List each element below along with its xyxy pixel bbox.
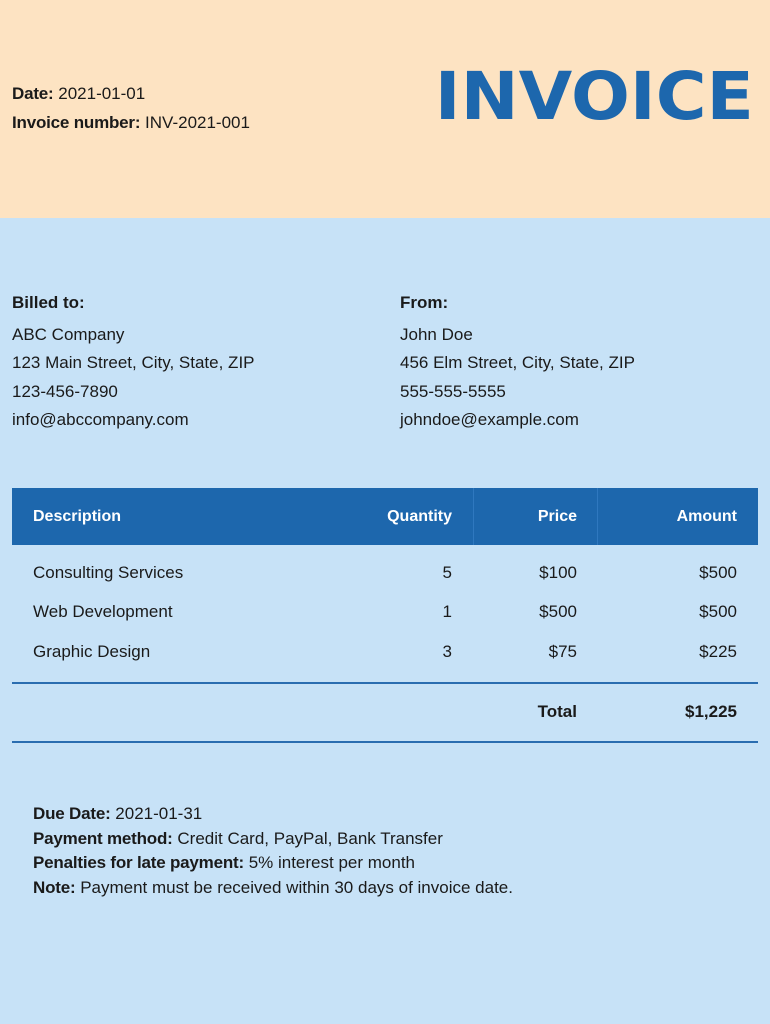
column-divider <box>473 488 474 545</box>
table-row <box>12 563 758 603</box>
item-price: $500 <box>539 602 577 621</box>
column-header-amount: Amount <box>676 508 737 525</box>
late-penalty-value: 5% interest per month <box>248 853 415 872</box>
payment-method-label: Payment method: <box>33 828 173 848</box>
from-heading: From: <box>400 293 449 312</box>
note-line <box>33 876 513 901</box>
items-table-header <box>12 488 758 545</box>
late-penalty-line <box>33 851 513 876</box>
from-name: John Doe <box>400 324 473 344</box>
table-row <box>12 602 758 642</box>
invoice-header <box>0 0 770 218</box>
invoice-date <box>12 84 145 104</box>
billed-to-email: info@abccompany.com <box>12 410 189 429</box>
invoice-title: INVOICE <box>434 58 754 135</box>
invoice-number-value: INV-2021-001 <box>145 113 250 132</box>
item-amount: $225 <box>699 642 737 661</box>
billed-to-phone: 123-456-7890 <box>12 381 118 401</box>
total-label: Total <box>537 702 577 721</box>
item-amount: $500 <box>699 602 737 621</box>
table-divider <box>12 682 758 684</box>
from-block <box>400 289 635 435</box>
item-quantity: 3 <box>442 642 452 661</box>
billed-to-name: ABC Company <box>12 324 125 344</box>
column-divider <box>597 488 598 545</box>
date-value: 2021-01-01 <box>58 84 146 103</box>
column-header-price: Price <box>537 508 577 525</box>
invoice-number <box>12 113 250 133</box>
item-description: Consulting Services <box>33 563 184 582</box>
column-header-quantity: Quantity <box>387 508 452 525</box>
due-date-label: Due Date: <box>33 804 111 823</box>
from-email: johndoe@example.com <box>400 410 579 429</box>
item-description: Graphic Design <box>33 642 151 661</box>
note-label: Note: <box>33 877 76 897</box>
item-price: $100 <box>539 563 577 582</box>
table-divider <box>12 741 758 743</box>
total-value: $1,225 <box>685 702 737 721</box>
payment-method-value: Credit Card, PayPal, Bank Transfer <box>177 828 443 848</box>
table-row <box>12 642 758 682</box>
item-price: $75 <box>548 642 577 661</box>
late-penalty-label: Penalties for late payment: <box>33 853 244 872</box>
item-quantity: 1 <box>442 602 452 621</box>
billed-to-heading: Billed to: <box>12 293 85 312</box>
invoice-number-label: Invoice number: <box>12 113 141 132</box>
from-phone: 555-555-5555 <box>400 381 506 401</box>
column-header-description: Description <box>33 508 122 525</box>
note-value: Payment must be received within 30 days of invoice date. <box>80 877 513 897</box>
item-description: Web Development <box>33 602 173 621</box>
item-quantity: 5 <box>442 563 452 582</box>
payment-terms <box>33 802 513 900</box>
date-label: Date: <box>12 84 54 103</box>
due-date-line <box>33 802 513 827</box>
from-address: 456 Elm Street, City, State, ZIP <box>400 353 635 372</box>
due-date-value: 2021-01-31 <box>115 804 203 823</box>
billed-to-address: 123 Main Street, City, State, ZIP <box>12 353 255 372</box>
payment-method-line <box>33 827 513 852</box>
billed-to-block <box>12 289 255 435</box>
item-amount: $500 <box>699 563 737 582</box>
